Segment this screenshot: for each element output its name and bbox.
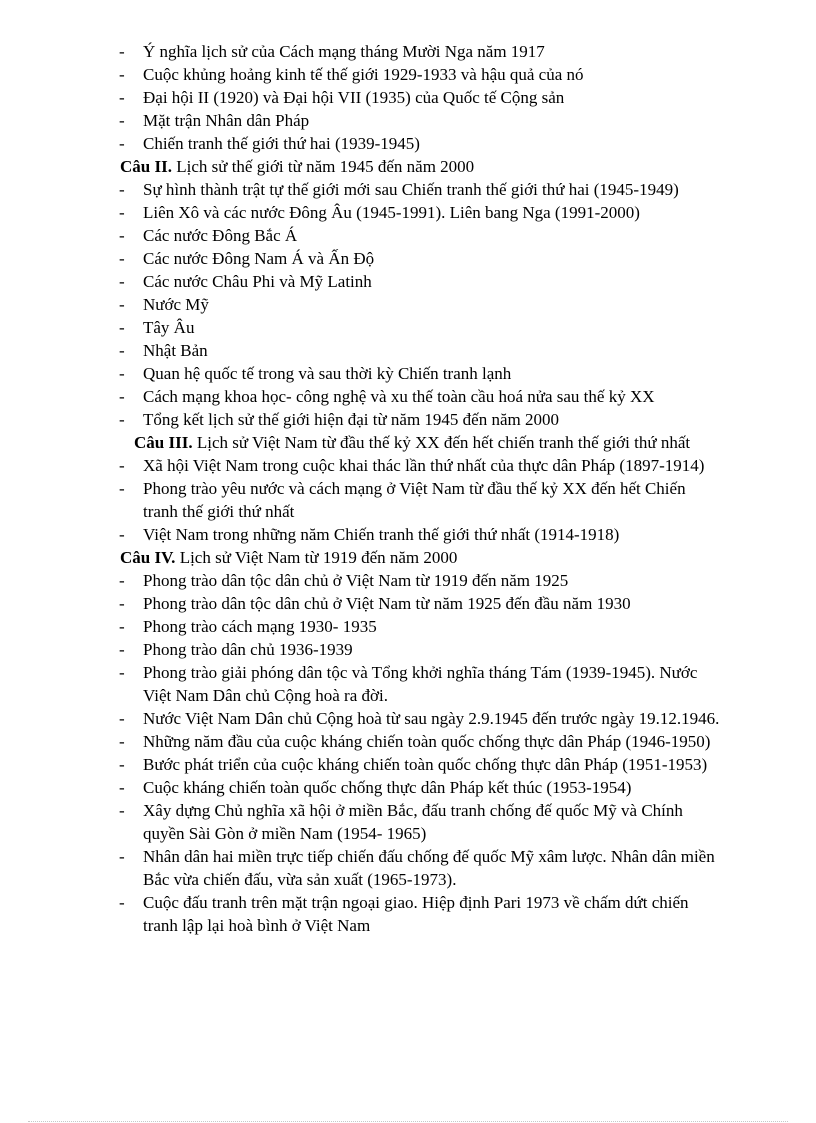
list-item-text: Phong trào giải phóng dân tộc và Tổng khởi nghĩa tháng Tám (1939-1945). Nước Việt Nam Dân chủ Cộng hoà ra đời. — [143, 663, 698, 705]
section-title: Lịch sử Việt Nam từ đầu thế kỷ XX đến hết chiến tranh thế giới thứ nhất — [192, 433, 691, 452]
bullet-dash: - — [119, 295, 125, 314]
bullet-dash: - — [119, 341, 125, 360]
list-item-text: Cách mạng khoa học- công nghệ và xu thế toàn cầu hoá nửa sau thế kỷ XX — [143, 387, 655, 406]
bullet-dash: - — [119, 617, 125, 636]
list-group4 — [0, 569, 816, 937]
bullet-dash: - — [119, 203, 125, 222]
bullet-dash: - — [119, 42, 125, 61]
list-item-text: Bước phát triển của cuộc kháng chiến toàn quốc chống thực dân Pháp (1951-1953) — [143, 755, 708, 774]
bullet-dash: - — [119, 594, 125, 613]
bullet-dash: - — [119, 111, 125, 130]
list-item-text: Các nước Châu Phi và Mỹ Latinh — [143, 272, 372, 291]
list-item — [0, 569, 816, 592]
list-item — [0, 63, 816, 86]
bullet-dash: - — [119, 387, 125, 406]
list-item-text: Liên Xô và các nước Đông Âu (1945-1991). Liên bang Nga (1991-2000) — [143, 203, 640, 222]
list-item-text: Nước Mỹ — [143, 295, 209, 314]
list-item-text: Đại hội II (1920) và Đại hội VII (1935) của Quốc tế Cộng sản — [143, 88, 565, 107]
bullet-dash: - — [119, 456, 125, 475]
list-item-text: Sự hình thành trật tự thế giới mới sau Chiến tranh thế giới thứ hai (1945-1949) — [143, 180, 679, 199]
section-label: Câu III. — [134, 433, 193, 452]
bullet-dash: - — [119, 778, 125, 797]
list-item-text: Mặt trận Nhân dân Pháp — [143, 111, 310, 130]
list-item — [0, 86, 816, 109]
section-label: Câu II. — [120, 157, 172, 176]
bullet-dash: - — [119, 525, 125, 544]
list-item-text: Phong trào dân tộc dân chủ ở Việt Nam từ năm 1925 đến đầu năm 1930 — [143, 594, 631, 613]
bullet-dash: - — [119, 134, 125, 153]
list-item — [0, 408, 816, 431]
bullet-dash: - — [119, 640, 125, 659]
list-item-text: Phong trào dân tộc dân chủ ở Việt Nam từ 1919 đến năm 1925 — [143, 571, 569, 590]
list-group3 — [0, 454, 816, 546]
list-item-text: Xã hội Việt Nam trong cuộc khai thác lần thứ nhất của thực dân Pháp (1897-1914) — [143, 456, 705, 475]
bullet-dash: - — [119, 410, 125, 429]
list-item-text: Việt Nam trong những năm Chiến tranh thế giới thứ nhất (1914-1918) — [143, 525, 620, 544]
list-item — [0, 799, 816, 845]
section-label: Câu IV. — [120, 548, 176, 567]
list-item-text: Ý nghĩa lịch sử của Cách mạng tháng Mười Nga năm 1917 — [143, 42, 545, 61]
bullet-dash: - — [119, 180, 125, 199]
list-item-text: Phong trào cách mạng 1930- 1935 — [143, 617, 377, 636]
bullet-dash: - — [119, 663, 125, 682]
list-group1 — [0, 40, 816, 155]
section-heading-3 — [0, 431, 816, 454]
list-item-text: Cuộc khủng hoảng kinh tế thế giới 1929-1933 và hậu quả của nó — [143, 65, 584, 84]
list-item — [0, 891, 816, 937]
bullet-dash: - — [119, 364, 125, 383]
bullet-dash: - — [119, 479, 125, 498]
list-item — [0, 201, 816, 224]
list-item — [0, 638, 816, 661]
list-group2 — [0, 178, 816, 431]
list-item — [0, 523, 816, 546]
list-item — [0, 247, 816, 270]
list-item — [0, 178, 816, 201]
list-item — [0, 385, 816, 408]
page-bottom-divider — [28, 1121, 788, 1122]
list-item — [0, 615, 816, 638]
list-item — [0, 592, 816, 615]
list-item — [0, 776, 816, 799]
bullet-dash: - — [119, 732, 125, 751]
list-item — [0, 40, 816, 63]
list-item-text: Nước Việt Nam Dân chủ Cộng hoà từ sau ngày 2.9.1945 đến trước ngày 19.12.1946. — [143, 709, 720, 728]
section-title: Lịch sử Việt Nam từ 1919 đến năm 2000 — [175, 548, 458, 567]
bullet-dash: - — [119, 755, 125, 774]
list-item-text: Các nước Đông Nam Á và Ấn Độ — [143, 249, 375, 268]
list-item-text: Cuộc đấu tranh trên mặt trận ngoại giao. Hiệp định Pari 1973 về chấm dứt chiến tranh lập lại hoà bình ở Việt Nam — [143, 893, 689, 935]
list-item — [0, 661, 816, 707]
list-item-text: Cuộc kháng chiến toàn quốc chống thực dân Pháp kết thúc (1953-1954) — [143, 778, 632, 797]
list-item-text: Tây Âu — [143, 318, 195, 337]
list-item — [0, 362, 816, 385]
list-item — [0, 109, 816, 132]
list-item — [0, 845, 816, 891]
bullet-dash: - — [119, 893, 125, 912]
bullet-dash: - — [119, 801, 125, 820]
list-item — [0, 293, 816, 316]
bullet-dash: - — [119, 571, 125, 590]
list-item-text: Các nước Đông Bắc Á — [143, 226, 298, 245]
section-title: Lịch sử thế giới từ năm 1945 đến năm 2000 — [171, 157, 475, 176]
list-item-text: Chiến tranh thế giới thứ hai (1939-1945) — [143, 134, 420, 153]
list-item-text: Xây dựng Chủ nghĩa xã hội ở miền Bắc, đấu tranh chống đế quốc Mỹ và Chính quyền Sài Gòn ở miền Nam (1954- 1965) — [143, 801, 683, 843]
bullet-dash: - — [119, 249, 125, 268]
list-item — [0, 270, 816, 293]
bullet-dash: - — [119, 847, 125, 866]
list-item — [0, 339, 816, 362]
bullet-dash: - — [119, 65, 125, 84]
list-item — [0, 477, 816, 523]
bullet-dash: - — [119, 226, 125, 245]
section-heading-2 — [0, 155, 816, 178]
bullet-dash: - — [119, 272, 125, 291]
document-page — [0, 40, 816, 937]
section-heading-4 — [0, 546, 816, 569]
list-item — [0, 132, 816, 155]
list-item-text: Quan hệ quốc tế trong và sau thời kỳ Chiến tranh lạnh — [143, 364, 512, 383]
bullet-dash: - — [119, 88, 125, 107]
list-item-text: Phong trào dân chủ 1936-1939 — [143, 640, 353, 659]
bullet-dash: - — [119, 318, 125, 337]
list-item — [0, 224, 816, 247]
list-item — [0, 753, 816, 776]
list-item-text: Nhân dân hai miền trực tiếp chiến đấu chống đế quốc Mỹ xâm lược. Nhân dân miền Bắc vừa chiến đấu, vừa sản xuất (1965-1973). — [143, 847, 715, 889]
list-item-text: Phong trào yêu nước và cách mạng ở Việt Nam từ đầu thế kỷ XX đến hết Chiến tranh thế giới thứ nhất — [143, 479, 686, 521]
list-item — [0, 730, 816, 753]
list-item — [0, 454, 816, 477]
list-item — [0, 707, 816, 730]
list-item-text: Tổng kết lịch sử thế giới hiện đại từ năm 1945 đến năm 2000 — [143, 410, 559, 429]
list-item-text: Nhật Bản — [143, 341, 208, 360]
bullet-dash: - — [119, 709, 125, 728]
list-item-text: Những năm đầu của cuộc kháng chiến toàn quốc chống thực dân Pháp (1946-1950) — [143, 732, 711, 751]
list-item — [0, 316, 816, 339]
